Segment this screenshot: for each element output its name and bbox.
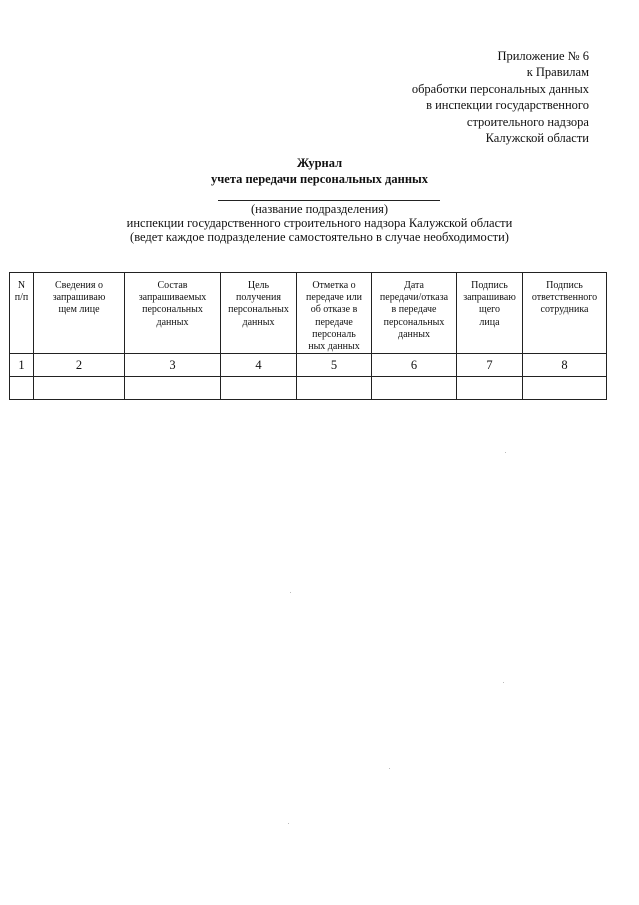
column-header-line: персональ	[312, 328, 356, 340]
empty-cell	[10, 377, 34, 400]
column-header-line: данных	[398, 328, 430, 340]
empty-cell	[34, 377, 125, 400]
appendix-line: обработки персональных данных	[411, 81, 589, 96]
column-number: 4	[221, 354, 297, 377]
column-header-line: запрашиваю	[463, 292, 516, 304]
subtitle-department-hint: (название подразделения)	[250, 202, 389, 216]
column-header-line: ных данных	[308, 341, 360, 353]
column-header-line: Дата	[404, 280, 424, 291]
column-header-line: Сведения о	[55, 280, 103, 291]
column-header-line: данных	[242, 316, 275, 328]
column-header-line: Состав	[157, 280, 188, 291]
column-header-line: п/п	[14, 292, 29, 304]
header-row	[10, 273, 607, 354]
subtitle-note: (ведет каждое подразделение самостоятельно в случае необходимости)	[130, 230, 509, 245]
document-title	[0, 155, 639, 187]
appendix-line: Приложение № 6	[497, 49, 589, 63]
title-line-1: Журнал	[296, 156, 343, 170]
scan-speck	[288, 823, 289, 824]
column-header-line: передаче или	[306, 292, 362, 304]
scan-speck	[290, 592, 291, 593]
column-header	[34, 273, 125, 354]
column-number: 1	[10, 354, 34, 377]
column-header-line: щем лице	[58, 304, 100, 316]
column-number: 8	[523, 354, 607, 377]
column-number: 7	[457, 354, 523, 377]
scan-speck	[503, 682, 504, 683]
appendix-reference	[412, 48, 589, 146]
column-header-line: Отметка о	[312, 280, 356, 291]
column-number: 3	[125, 354, 221, 377]
column-header-line: Подпись	[546, 280, 583, 291]
column-number-row	[10, 354, 607, 377]
scan-speck	[505, 452, 506, 453]
empty-cell	[125, 377, 221, 400]
column-header-line: запрашиваю	[52, 292, 106, 304]
empty-cell	[297, 377, 372, 400]
title-line-2: учета передачи персональных данных	[210, 172, 429, 186]
column-header-line: N	[17, 280, 26, 291]
column-header	[297, 273, 372, 354]
appendix-line: Калужской области	[485, 131, 589, 146]
column-header-line: Подпись	[471, 280, 508, 291]
column-header-line: Цель	[247, 280, 270, 291]
scan-speck	[389, 768, 390, 769]
column-header-line: сотрудника	[540, 304, 589, 316]
column-header-line: об отказе в	[310, 304, 358, 316]
column-header	[125, 273, 221, 354]
column-header-line: передаче	[315, 316, 353, 328]
column-header-line: персональных	[383, 316, 445, 328]
column-header	[10, 273, 34, 354]
appendix-line: строительного надзора	[466, 114, 589, 129]
column-header	[457, 273, 523, 354]
journal-table	[9, 272, 607, 400]
empty-cell	[372, 377, 457, 400]
appendix-line: к Правилам	[526, 65, 589, 80]
column-number: 2	[34, 354, 125, 377]
column-header-line: данных	[156, 316, 189, 328]
column-header-line: ответственного	[531, 292, 598, 304]
empty-cell	[523, 377, 607, 400]
column-header-line: лица	[479, 316, 500, 328]
subtitle-organization: инспекции государственного строительного надзора Калужской области	[126, 216, 513, 231]
column-header	[372, 273, 457, 354]
column-header-line: передачи/отказа	[379, 292, 449, 304]
column-header-line: персональных	[142, 304, 203, 316]
appendix-line: в инспекции государственного	[426, 98, 589, 113]
column-header	[523, 273, 607, 354]
empty-cell	[221, 377, 297, 400]
column-header-line: запрашиваемых	[138, 292, 207, 304]
column-header-line: получения	[236, 292, 281, 304]
department-name-line	[218, 200, 440, 201]
column-number: 5	[297, 354, 372, 377]
empty-cell	[457, 377, 523, 400]
column-number: 6	[372, 354, 457, 377]
column-header-line: в передаче	[391, 304, 437, 316]
document-subtitle	[0, 202, 639, 245]
empty-entry-row	[10, 377, 607, 400]
column-header-line: персональных	[228, 304, 289, 316]
column-header-line: щего	[479, 304, 500, 316]
column-header	[221, 273, 297, 354]
